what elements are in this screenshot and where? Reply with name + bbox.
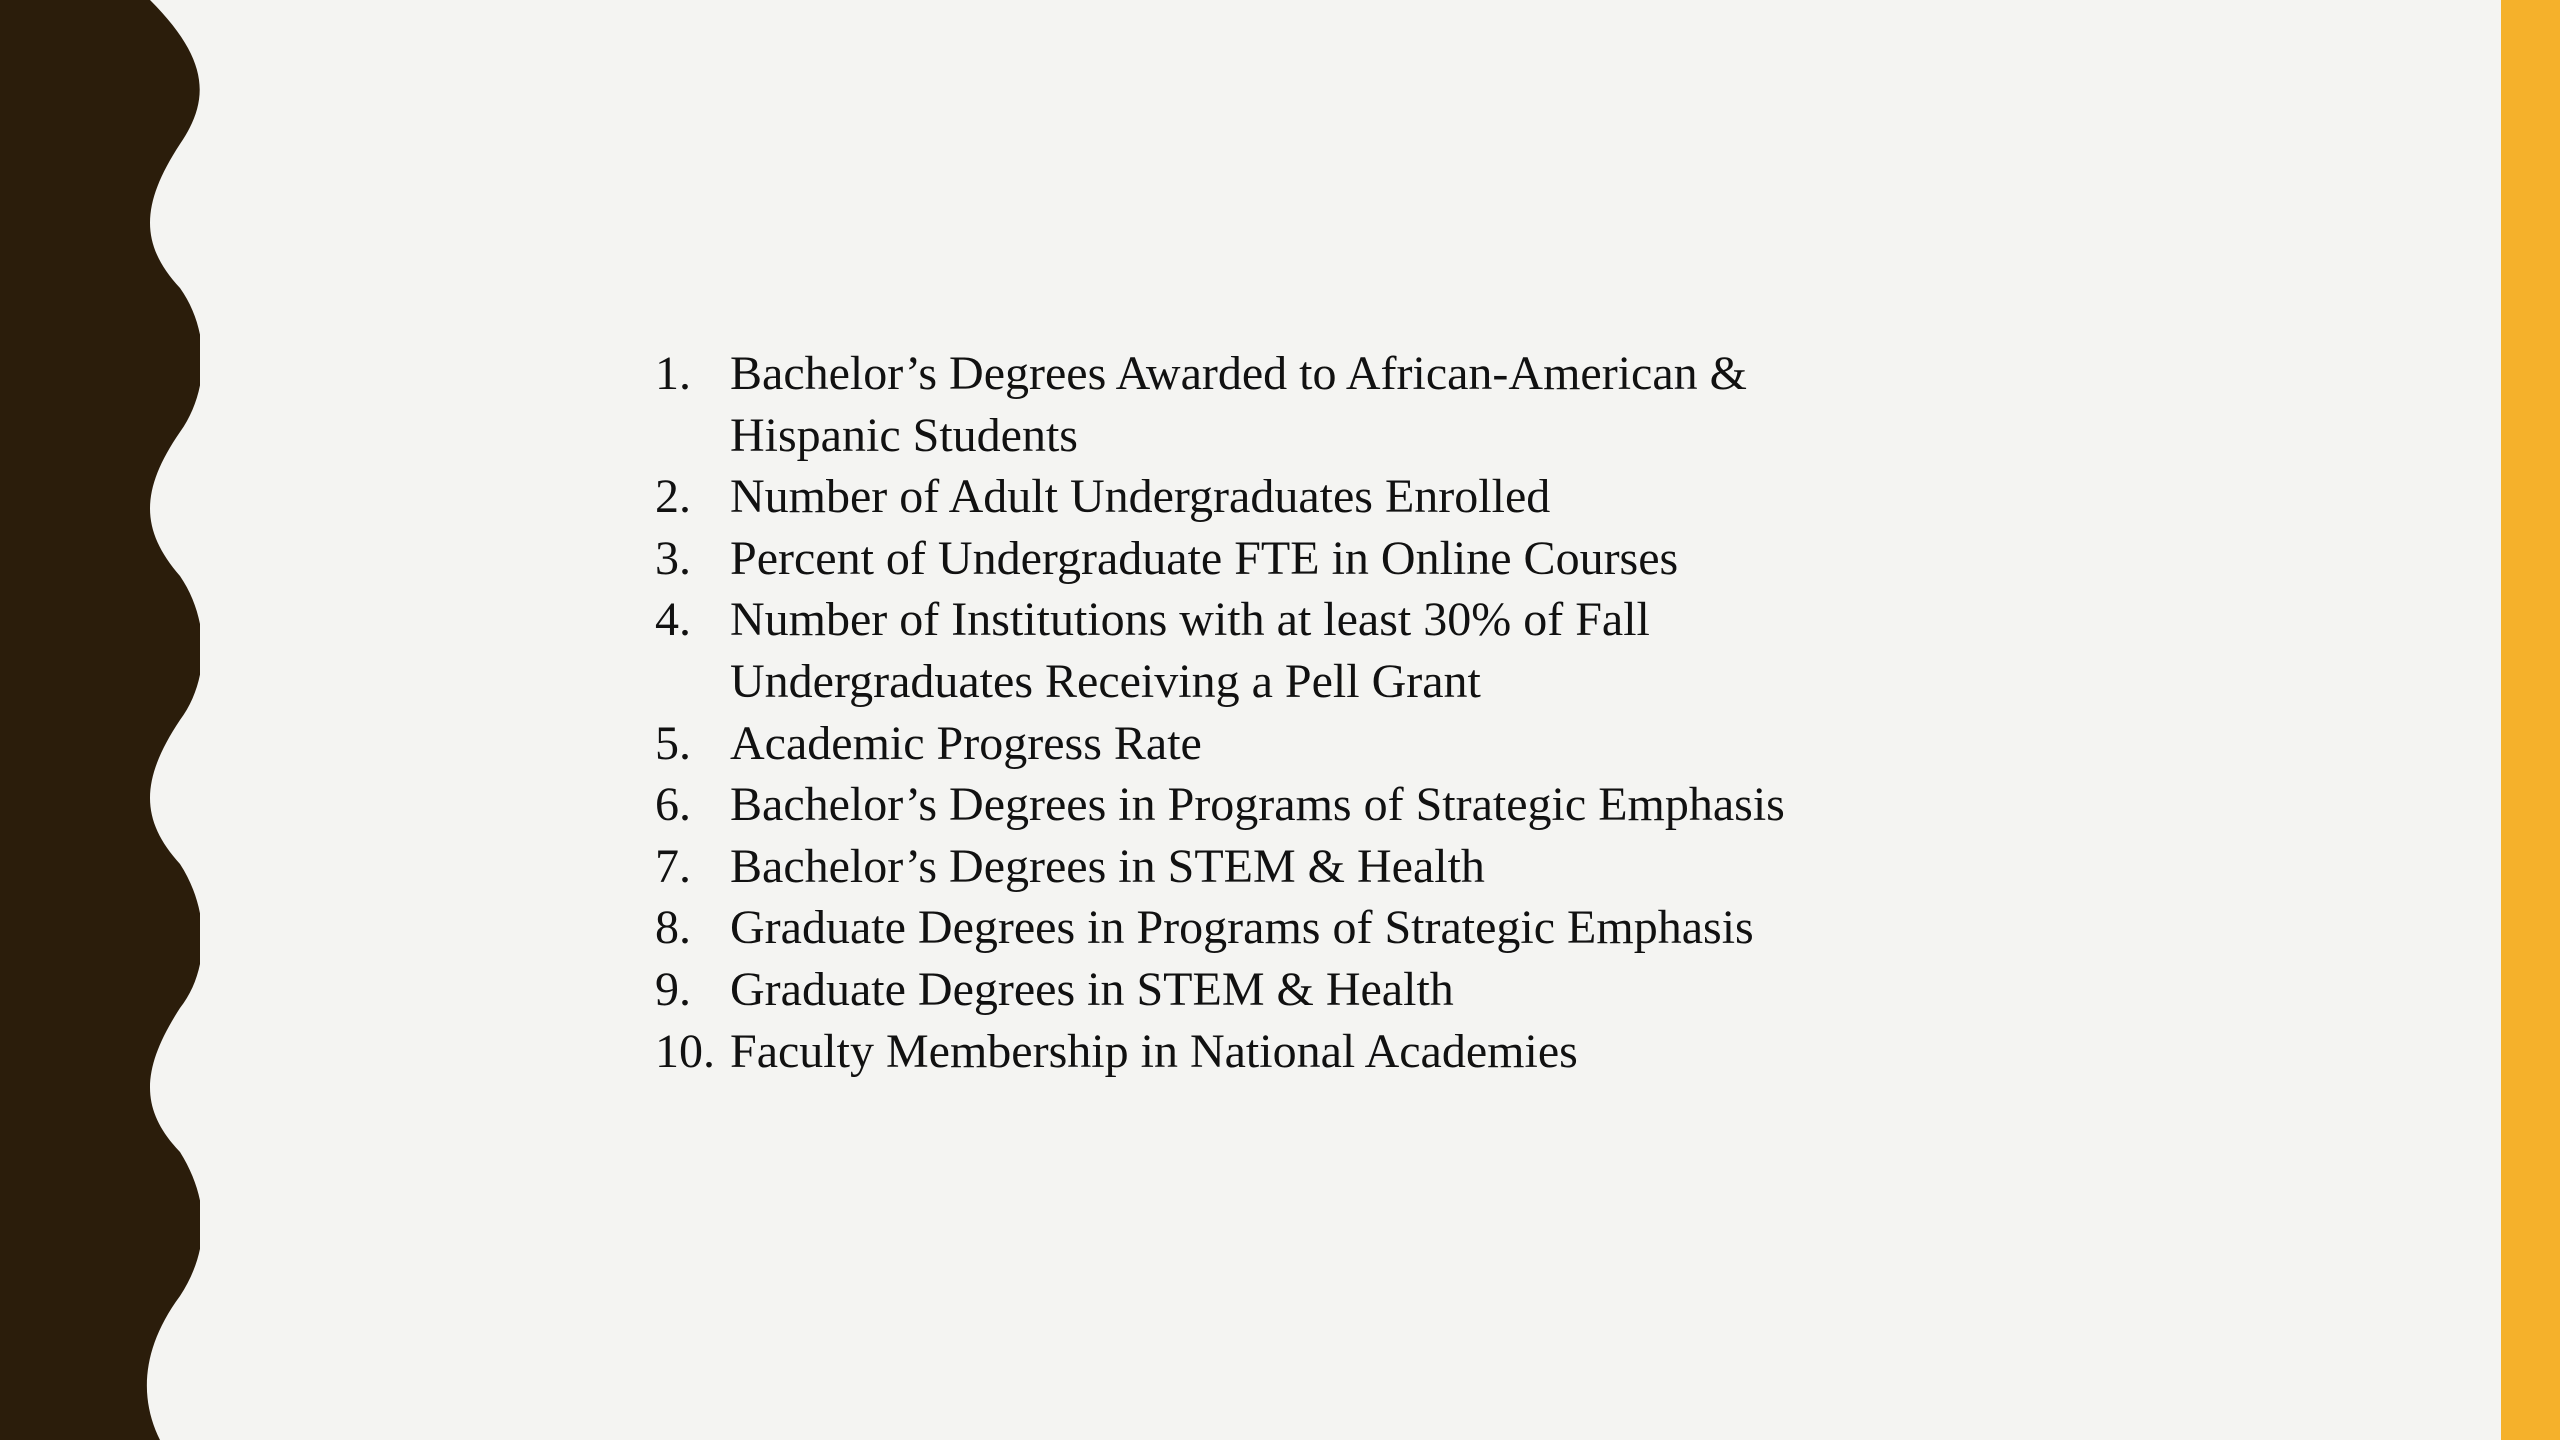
list-item-number: 9.: [655, 962, 691, 1016]
list-item-number: 10.: [655, 1024, 715, 1078]
list-item-text: Faculty Membership in National Academies: [730, 1024, 1578, 1078]
list-item-text: Percent of Undergraduate FTE in Online Courses: [730, 531, 1679, 585]
list-item: [655, 466, 1905, 528]
list-item: [655, 959, 1905, 1021]
list-item: [655, 1021, 1905, 1083]
list-item-number: 1.: [655, 347, 691, 400]
list-item: [655, 589, 1905, 712]
list-item-number: 5.: [655, 716, 691, 770]
list-item-number: 3.: [655, 531, 691, 585]
list-item: [655, 343, 1905, 466]
list-item-text: Academic Progress Rate: [730, 716, 1202, 770]
list-item-number: 7.: [655, 839, 691, 893]
list-item: [655, 836, 1905, 898]
list-item-text: Number of Adult Undergraduates Enrolled: [730, 470, 1551, 524]
left-wave-decoration: [0, 0, 200, 1440]
list-item-text: Bachelor’s Degrees Awarded to African-American & Hispanic Students: [730, 347, 1747, 462]
list-item: [655, 713, 1905, 775]
list-item: [655, 528, 1905, 590]
list-item-text: Graduate Degrees in STEM & Health: [730, 962, 1454, 1016]
list-item: [655, 774, 1905, 836]
wave-shape: [0, 0, 200, 1440]
metrics-list: [655, 343, 1905, 1082]
right-accent-bar: [2501, 0, 2560, 1440]
list-item-text: Bachelor’s Degrees in STEM & Health: [730, 839, 1485, 893]
list-item: [655, 897, 1905, 959]
list-item-text: Bachelor’s Degrees in Programs of Strategic Emphasis: [730, 778, 1785, 832]
list-item-number: 8.: [655, 901, 691, 955]
list-item-number: 2.: [655, 470, 691, 524]
list-item-text: Number of Institutions with at least 30% of Fall Undergraduates Receiving a Pell Grant: [730, 593, 1650, 708]
list-item-number: 4.: [655, 593, 691, 647]
list-item-text: Graduate Degrees in Programs of Strategic Emphasis: [730, 901, 1754, 955]
list-item-number: 6.: [655, 778, 691, 832]
